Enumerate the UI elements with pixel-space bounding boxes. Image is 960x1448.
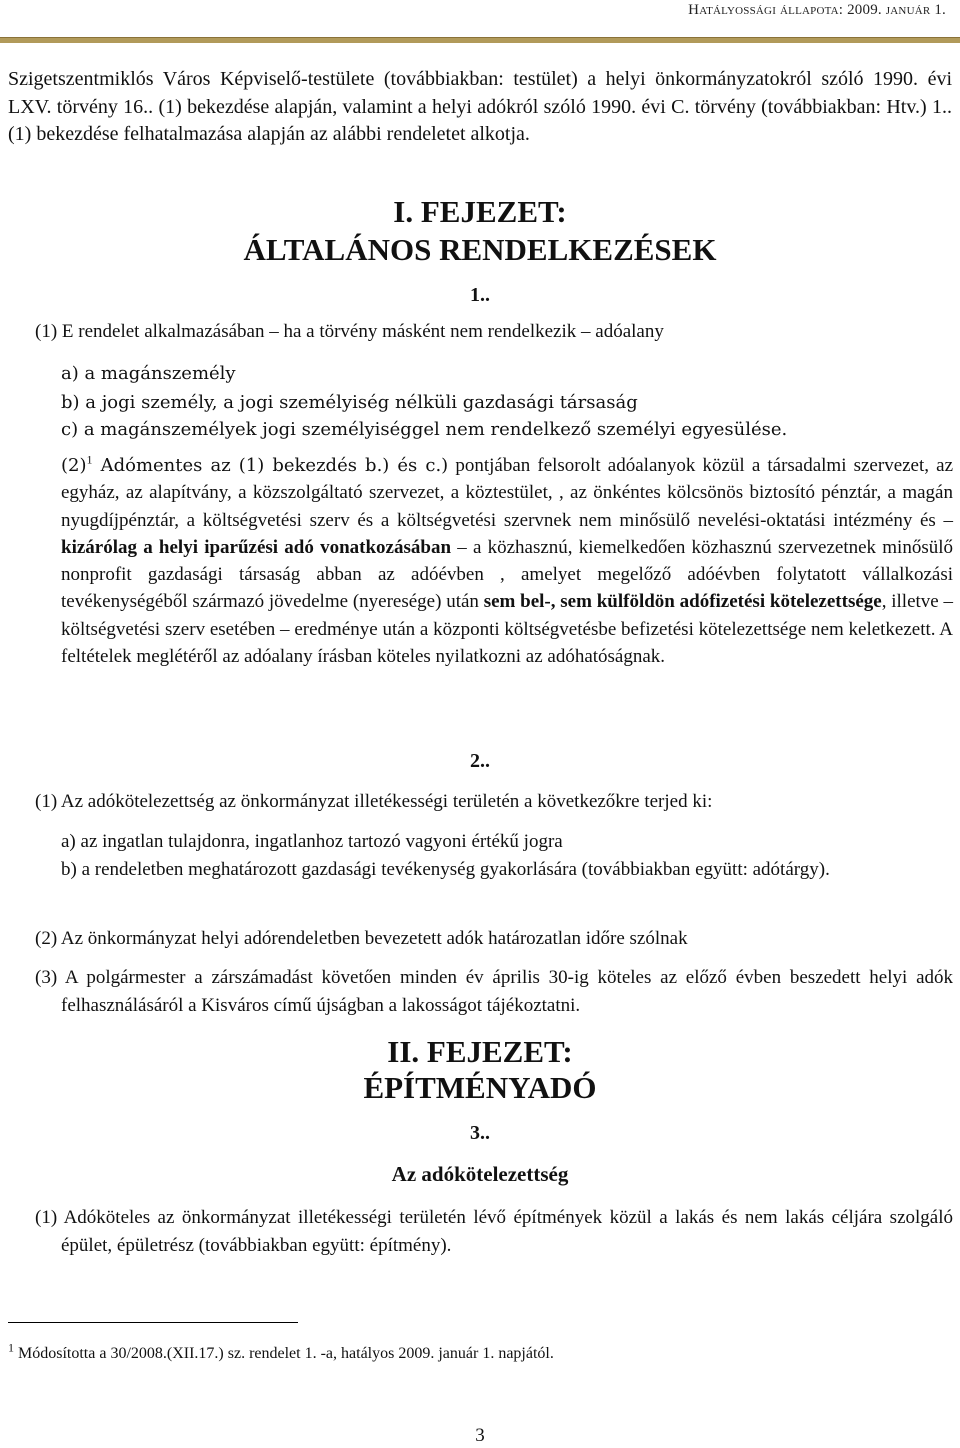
list-item: c) a magánszemélyek jogi személyiséggel nem rendelkező személyi egyesülése. — [61, 419, 788, 440]
exemption-lead: Adómentes az (1) bekezdés b.) és c.) — [92, 455, 449, 476]
section-3-title: 3.. — [470, 1122, 490, 1144]
preamble-paragraph: Szigetszentmiklós Város Képviselő-testülete (továbbiakban: testület) a helyi önkormányzatokról szóló 1990. évi LXV. törvény 16.. (1) bekezdése alapján, valamint a helyi adókról szóló 1990. évi C. törvény (továbbiakban: Htv.) 1.. (1) bekezdése felhatalmazása alapján az alábbi rendeletet alkotja. — [8, 68, 952, 145]
section-3-subtitle: Az adókötelezettség — [391, 1162, 569, 1186]
section-1-paragraph-2 — [61, 452, 953, 670]
list-item: a) a magánszemély — [61, 363, 236, 384]
exemption-text-1: pontjában felsorolt adóalanyok közül a társadalmi szervezet, az egyház, az alapítvány, a közszolgáltató szervezet, a köztestület, , az önkéntes kölcsönös biztosító pénztár, a magán nyugdíjpénztár, a költségvetési szerv és a költségvetési szervnek nem minősülő nevelési-oktatási intézmény és – — [61, 455, 954, 531]
section-2-paragraph-2: (2) Az önkormányzat helyi adórendeletben bevezetett adók határozatlan időre szólnak — [35, 928, 688, 949]
footnote-divider — [8, 1322, 298, 1323]
header-divider — [0, 37, 960, 43]
section-2-item-b: b) a rendeletben meghatározott gazdasági tevékenység gyakorlására (továbbiakban együtt: adótárgy). — [61, 859, 830, 880]
chapter-1-number: I. FEJEZET: — [393, 194, 567, 229]
footnote-mark: 1 — [8, 1340, 14, 1355]
effective-status-header: Hatályossági állapota: 2009. január 1. — [688, 2, 946, 18]
section-1-title: 1.. — [470, 284, 490, 306]
section-3-paragraph-1: (1) Adóköteles az önkormányzat illetékességi területén lévő építmények közül a lakás és nem lakás céljára szolgáló épület, épületrész (továbbiakban együtt: építmény). — [35, 1207, 953, 1256]
page-number: 3 — [475, 1425, 485, 1446]
exemption-emphasis-2: sem bel-, sem külföldön adófizetési kötelezettsége — [483, 591, 882, 613]
footnote — [8, 1340, 554, 1363]
footnote-reference: 1 — [86, 452, 93, 467]
exemption-text-2: – a közhasznú, kiemelkedően közhasznú szervezetnek minősülő nonprofit gazdasági társaság abban az adóévben , amelyet megelőző adóévben folytatott vállalkozási tevékenységéből származó jövedelme (nyeresége) után — [61, 536, 954, 613]
chapter-2-heading — [0, 1034, 960, 1106]
section-2-paragraph-3: (3) A polgármester a zárszámadást követően minden év április 30-ig köteles az előző évben beszedett helyi adók felhasználásáról a Kisváros című újságban a lakosságot tájékoztatni. — [35, 967, 953, 1016]
section-2-title: 2.. — [470, 750, 490, 772]
chapter-2-number: II. FEJEZET: — [387, 1034, 573, 1069]
chapter-2-title: ÉPÍTMÉNYADÓ — [363, 1070, 597, 1105]
exemption-emphasis-1: kizárólag a helyi iparűzési adó vonatkozásában — [61, 536, 452, 558]
paragraph-number: (2) — [61, 455, 87, 476]
section-2-item-a: a) az ingatlan tulajdonra, ingatlanhoz tartozó vagyoni értékű jogra — [61, 831, 563, 852]
chapter-1-heading — [0, 193, 960, 269]
section-1-paragraph-1: (1) E rendelet alkalmazásában – ha a törvény másként nem rendelkezik – adóalany — [35, 321, 664, 342]
section-2-paragraph-1: (1) Az adókötelezettség az önkormányzat illetékességi területén a következőkre terjed ki: — [35, 791, 713, 812]
exemption-text-3: , illetve – költségvetési szerv esetében – eredménye után a központi költségvetésbe befizetési kötelezettsége nem keletkezett. A feltételek meglétéről az adóalany írásban köteles nyilatkozni az adóhatóságnak. — [61, 591, 954, 668]
chapter-1-title: ÁLTALÁNOS RENDELKEZÉSEK — [243, 232, 717, 267]
list-item: b) a jogi személy, a jogi személyiség nélküli gazdasági társaság — [61, 392, 638, 413]
footnote-text: Módosította a 30/2008.(XII.17.) sz. rendelet 1. -a, hatályos 2009. január 1. napjától. — [14, 1345, 554, 1362]
